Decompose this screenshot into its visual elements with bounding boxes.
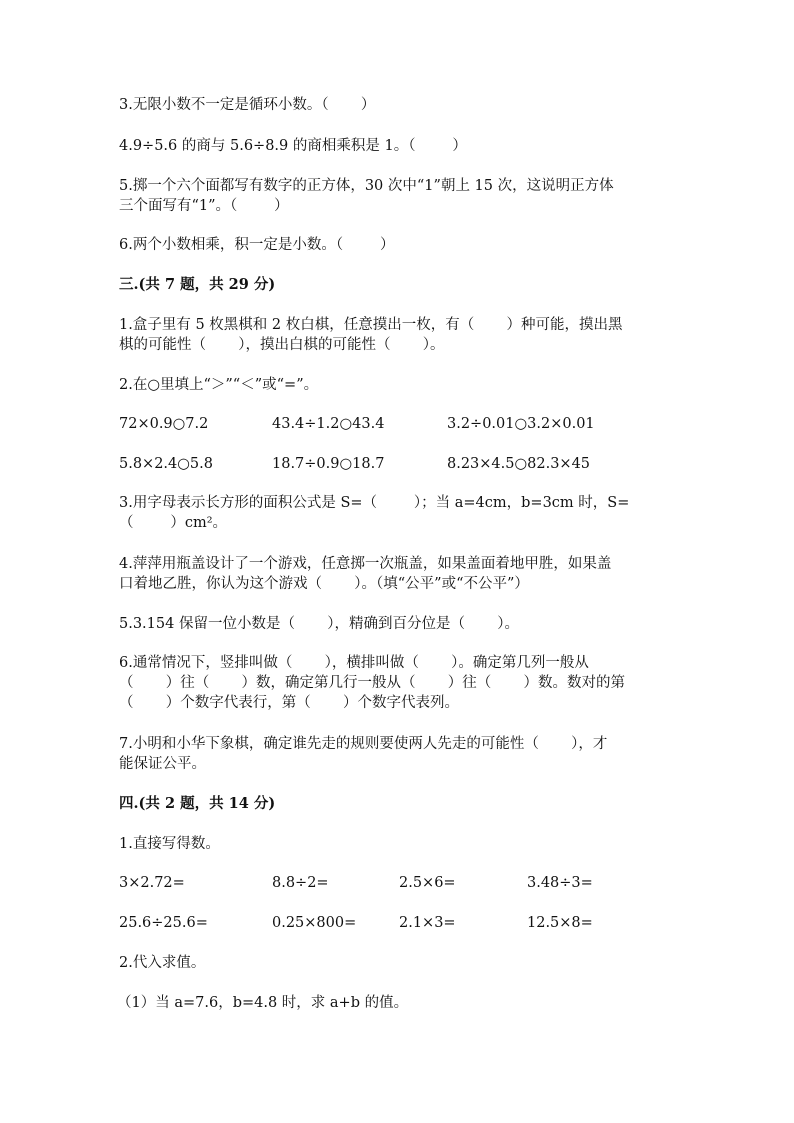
question-text: （ ）cm²。 [119,515,228,531]
calc-item: 0.25×800= [272,915,357,931]
compare-item: 8.23×4.5○82.3×45 [447,456,591,472]
section-heading: 三.(共 7 题，共 29 分) [119,276,276,293]
question-text: 口着地乙胜，你认为这个游戏（ ）。（填“公平”或“不公平”） [119,576,529,592]
calc-item: 3.48÷3= [527,875,593,891]
question-text: 6.通常情况下，竖排叫做（ ），横排叫做（ ）。确定第几列一般从 [119,655,589,671]
question-text: 1.盒子里有 5 枚黑棋和 2 枚白棋，任意摸出一枚，有（ ）种可能，摸出黑 [119,317,623,333]
calc-item: 2.1×3= [399,915,456,931]
compare-item: 3.2÷0.01○3.2×0.01 [447,416,595,432]
question-text: 1.直接写得数。 [119,836,220,852]
question-text: 棋的可能性（ ），摸出白棋的可能性（ ）。 [119,337,445,353]
question-text: 能保证公平。 [119,756,206,772]
question-text: 6.两个小数相乘，积一定是小数。（ ） [119,237,395,253]
compare-item: 5.8×2.4○5.8 [119,456,213,472]
compare-item: 18.7÷0.9○18.7 [272,456,385,472]
question-text: 三个面写有“1”。（ ） [119,198,289,214]
question-text: 2.在○里填上“＞”“＜”或“=”。 [119,377,319,393]
question-text: 3.用字母表示长方形的面积公式是 S=（ ）；当 a=4cm，b=3cm 时，S= [119,495,630,511]
calc-item: 25.6÷25.6= [119,915,208,931]
calc-item: 3×2.72= [119,875,185,891]
question-text: 2.代入求值。 [119,955,206,971]
question-text: （ ）个数字代表行，第（ ）个数字代表列。 [119,695,460,711]
question-text: 5.掷一个六个面都写有数字的正方体，30 次中“1”朝上 15 次，这说明正方体 [119,178,614,194]
question-text: （1）当 a=7.6，b=4.8 时，求 a+b 的值。 [117,995,409,1011]
question-text: 3.无限小数不一定是循环小数。（ ） [119,97,376,113]
question-text: （ ）往（ ）数，确定第几行一般从（ ）往（ ）数。数对的第 [119,675,626,691]
calc-item: 12.5×8= [527,915,593,931]
compare-item: 72×0.9○7.2 [119,416,209,432]
question-text: 4.萍萍用瓶盖设计了一个游戏，任意掷一次瓶盖，如果盖面着地甲胜，如果盖 [119,556,612,572]
calc-item: 8.8÷2= [272,875,329,891]
section-heading: 四.(共 2 题，共 14 分) [119,795,276,812]
compare-item: 43.4÷1.2○43.4 [272,416,385,432]
question-text: 7.小明和小华下象棋，确定谁先走的规则要使两人先走的可能性（ ），才 [119,736,608,752]
calc-item: 2.5×6= [399,875,456,891]
question-text: 5.3.154 保留一位小数是（ ），精确到百分位是（ ）。 [119,616,519,632]
question-text: 4.9÷5.6 的商与 5.6÷8.9 的商相乘积是 1。（ ） [119,138,467,154]
